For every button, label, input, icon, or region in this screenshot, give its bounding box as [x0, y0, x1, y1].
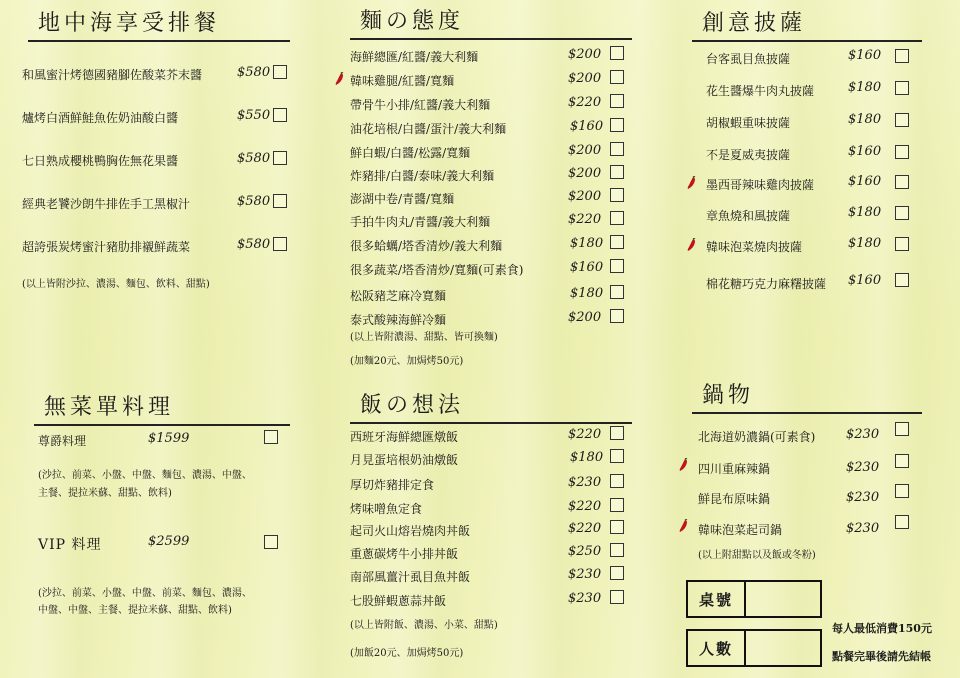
item-name: 韓味泡菜燒肉披薩 [706, 240, 803, 254]
pizza-item [706, 50, 790, 67]
item-price: $200 [568, 310, 602, 325]
noodle-item [350, 213, 490, 230]
item-price: $160 [848, 273, 882, 288]
item-price: $200 [568, 71, 602, 86]
item-price: $200 [568, 166, 602, 181]
item-name: 南部風薑汁虱目魚丼飯 [350, 570, 471, 584]
steak-item [22, 195, 190, 212]
order-checkbox[interactable] [610, 165, 624, 179]
omakase-note: 主餐、提拉米蘇、甜點、飲料) [38, 488, 172, 499]
item-name: 和風蜜汁烤德國豬腳佐酸菜芥末醬 [22, 68, 203, 82]
omakase-item [38, 432, 86, 449]
item-price: $160 [848, 144, 882, 159]
item-price: $180 [848, 112, 882, 127]
omakase-note: 中盤、中盤、主餐、提拉米蘇、甜點、飲料) [38, 605, 232, 616]
item-price: $230 [846, 460, 880, 475]
order-checkbox[interactable] [610, 285, 624, 299]
table-number-input[interactable] [746, 582, 820, 616]
item-name: 韓味泡菜起司鍋 [698, 523, 783, 537]
noodle-title: 麵の態度 [350, 6, 632, 40]
rice-item [350, 500, 422, 517]
item-price: $2599 [148, 534, 190, 549]
item-price: $220 [568, 95, 602, 110]
pizza-title: 創意披薩 [692, 8, 922, 42]
item-price: $220 [568, 427, 602, 442]
rice-item [350, 428, 458, 445]
hotpot-item [698, 460, 770, 477]
order-checkbox[interactable] [610, 142, 624, 156]
minimum-charge-note: 每人最低消費150元 [832, 622, 932, 635]
rice-addon-note: (加飯20元、加焗烤50元) [350, 648, 464, 659]
item-price: $180 [570, 450, 604, 465]
item-name: 松阪豬芝麻冷寬麵 [350, 289, 447, 303]
omakase-note: (沙拉、前菜、小盤、中盤、麵包、濃湯、中盤、 [38, 470, 252, 481]
pizza-item [706, 82, 814, 99]
item-name: 棉花糖巧克力麻糬披薩 [706, 277, 827, 291]
item-name: 重蔥碳烤牛小排丼飯 [350, 547, 459, 561]
steak-item [22, 152, 178, 169]
item-name: 手拍牛肉丸/青醬/義大利麵 [350, 215, 491, 229]
item-name: 尊爵料理 [38, 434, 87, 448]
item-name: 韓味雞腿/紅醬/寬麵 [350, 74, 455, 88]
order-checkbox[interactable] [610, 118, 624, 132]
item-name: 鮮白蝦/白醬/松露/寬麵 [350, 146, 471, 160]
item-price: $160 [848, 174, 882, 189]
item-price: $580 [237, 151, 271, 166]
item-name: 西班牙海鮮總匯燉飯 [350, 430, 459, 444]
table-number-box [686, 580, 822, 618]
item-name: 鮮昆布原味鍋 [698, 492, 771, 506]
people-count-input[interactable] [746, 631, 820, 665]
order-checkbox[interactable] [895, 175, 909, 189]
item-price: $160 [570, 119, 604, 134]
order-checkbox[interactable] [610, 235, 624, 249]
item-name: 烤味噌魚定食 [350, 502, 423, 516]
noodle-item [350, 237, 502, 254]
people-count-label: 人數 [688, 631, 746, 665]
noodle-note: (以上皆附濃湯、甜點、皆可換麵) [350, 332, 498, 343]
pizza-item [706, 275, 826, 292]
item-name: 厚切炸豬排定食 [350, 478, 435, 492]
order-checkbox[interactable] [895, 515, 909, 529]
item-name: 北海道奶濃鍋(可素食) [698, 430, 816, 444]
item-name: 很多蔬菜/塔香清炒/寬麵(可素食) [350, 263, 524, 277]
rice-item [350, 545, 458, 562]
pizza-item [706, 146, 790, 163]
item-price: $580 [237, 194, 271, 209]
item-name: 爐烤白酒鮮鮭魚佐奶油酸白醬 [22, 111, 179, 125]
item-price: $180 [570, 286, 604, 301]
item-name: 台客虱目魚披薩 [706, 52, 791, 66]
chili-icon [678, 458, 689, 472]
steak-item [22, 66, 202, 83]
order-checkbox[interactable] [264, 535, 278, 549]
order-checkbox[interactable] [610, 520, 624, 534]
checkout-note: 點餐完畢後請先結帳 [832, 650, 931, 663]
omakase-note: (沙拉、前菜、小盤、中盤、前菜、麵包、濃湯、 [38, 588, 252, 599]
people-count-box [686, 629, 822, 667]
order-checkbox[interactable] [273, 151, 287, 165]
pizza-item [706, 176, 814, 193]
item-price: $580 [237, 237, 271, 252]
item-price: $160 [848, 48, 882, 63]
item-price: $180 [570, 236, 604, 251]
order-checkbox[interactable] [610, 566, 624, 580]
steak-title: 地中海享受排餐 [28, 8, 290, 42]
table-number-label: 桌號 [688, 582, 746, 616]
order-checkbox[interactable] [610, 498, 624, 512]
hotpot-item [698, 490, 770, 507]
order-checkbox[interactable] [273, 108, 287, 122]
hotpot-item [698, 521, 782, 538]
item-name: 澎湖中卷/青醬/寬麵 [350, 192, 455, 206]
rice-item [350, 476, 434, 493]
item-price: $230 [568, 567, 602, 582]
item-name: 超誇張炭烤蜜汁豬肋排襯鮮蔬菜 [22, 240, 191, 254]
item-name: 墨西哥辣味雞肉披薩 [706, 178, 815, 192]
item-name: 起司火山熔岩燒肉丼飯 [350, 524, 471, 538]
order-checkbox[interactable] [610, 474, 624, 488]
noodle-item [350, 96, 490, 113]
noodle-item [350, 72, 454, 89]
order-checkbox[interactable] [610, 188, 624, 202]
rice-item [350, 592, 446, 609]
rice-note: (以上皆附飯、濃湯、小菜、甜點) [350, 620, 498, 631]
item-price: $220 [568, 499, 602, 514]
order-checkbox[interactable] [895, 49, 909, 63]
item-name: 很多蛤蠣/塔香清炒/義大利麵 [350, 239, 503, 253]
chili-icon [678, 519, 689, 533]
item-name: 油花培根/白醬/蛋汁/義大利麵 [350, 122, 507, 136]
order-checkbox[interactable] [610, 309, 624, 323]
item-price: $220 [568, 212, 602, 227]
order-checkbox[interactable] [273, 65, 287, 79]
hotpot-item [698, 428, 815, 445]
hotpot-note: (以上附甜點以及飯或冬粉) [698, 550, 816, 561]
steak-item [22, 238, 190, 255]
item-price: $180 [848, 236, 882, 251]
order-checkbox[interactable] [610, 426, 624, 440]
item-price: $180 [848, 80, 882, 95]
noodle-item [350, 261, 523, 278]
item-name: 章魚燒和風披薩 [706, 209, 791, 223]
order-checkbox[interactable] [610, 543, 624, 557]
noodle-addon-note: (加麵20元、加焗烤50元) [350, 356, 464, 367]
item-price: $580 [237, 65, 271, 80]
order-checkbox[interactable] [610, 70, 624, 84]
item-price: $200 [568, 189, 602, 204]
item-name: 炸豬排/白醬/泰味/義大利麵 [350, 169, 495, 183]
item-name: 不是夏威夷披薩 [706, 148, 791, 162]
item-price: $230 [846, 490, 880, 505]
item-name: 七日熟成櫻桃鴨胸佐無花果醬 [22, 154, 179, 168]
pizza-item [706, 207, 790, 224]
order-checkbox[interactable] [895, 484, 909, 498]
omakase-item [38, 534, 102, 554]
item-price: $230 [568, 475, 602, 490]
chili-icon [334, 72, 345, 86]
order-checkbox[interactable] [610, 590, 624, 604]
item-price: $550 [237, 108, 271, 123]
noodle-item [350, 167, 494, 184]
order-checkbox[interactable] [610, 94, 624, 108]
noodle-item [350, 144, 470, 161]
item-price: $200 [568, 143, 602, 158]
order-checkbox[interactable] [610, 46, 624, 60]
chili-icon [686, 238, 697, 252]
rice-item [350, 522, 470, 539]
item-name: 花生醬爆牛肉丸披薩 [706, 84, 815, 98]
item-price: $230 [568, 591, 602, 606]
noodle-item [350, 48, 478, 65]
chili-icon [686, 176, 697, 190]
item-name: 帶骨牛小排/紅醬/義大利麵 [350, 98, 491, 112]
order-checkbox[interactable] [895, 273, 909, 287]
rice-title: 飯の想法 [350, 390, 632, 424]
item-price: $160 [570, 260, 604, 275]
noodle-item [350, 190, 454, 207]
noodle-item [350, 120, 506, 137]
order-checkbox[interactable] [264, 430, 278, 444]
order-checkbox[interactable] [610, 259, 624, 273]
rice-item [350, 568, 470, 585]
order-checkbox[interactable] [895, 145, 909, 159]
item-name: 四川重麻辣鍋 [698, 462, 771, 476]
order-checkbox[interactable] [273, 194, 287, 208]
steak-item [22, 109, 178, 126]
pizza-item [706, 114, 790, 131]
item-name: 經典老饕沙朗牛排佐手工黑椒汁 [22, 197, 191, 211]
order-checkbox[interactable] [610, 211, 624, 225]
noodle-item [350, 311, 446, 328]
order-checkbox[interactable] [895, 422, 909, 436]
item-name: 泰式酸辣海鮮冷麵 [350, 313, 447, 327]
item-price: $180 [848, 205, 882, 220]
item-price: $200 [568, 47, 602, 62]
rice-item [350, 451, 458, 468]
order-checkbox[interactable] [895, 81, 909, 95]
order-checkbox[interactable] [895, 454, 909, 468]
steak-note: (以上皆附沙拉、濃湯、麵包、飲料、甜點) [22, 279, 210, 290]
item-price: $230 [846, 521, 880, 536]
hotpot-title: 鍋物 [692, 380, 922, 414]
order-checkbox[interactable] [895, 113, 909, 127]
noodle-item [350, 287, 446, 304]
item-price: $1599 [148, 431, 190, 446]
item-name: 胡椒蝦重味披薩 [706, 116, 791, 130]
omakase-title: 無菜單料理 [34, 392, 290, 426]
pizza-item [706, 238, 802, 255]
order-checkbox[interactable] [610, 449, 624, 463]
item-name: 七股鮮蝦蔥蒜丼飯 [350, 594, 447, 608]
item-name: VIP 料理 [38, 537, 102, 553]
item-name: 海鮮總匯/紅醬/義大利麵 [350, 50, 479, 64]
item-name: 月見蛋培根奶油燉飯 [350, 453, 459, 467]
order-checkbox[interactable] [895, 206, 909, 220]
order-checkbox[interactable] [273, 237, 287, 251]
item-price: $220 [568, 521, 602, 536]
order-checkbox[interactable] [895, 237, 909, 251]
item-price: $230 [846, 427, 880, 442]
item-price: $250 [568, 544, 602, 559]
